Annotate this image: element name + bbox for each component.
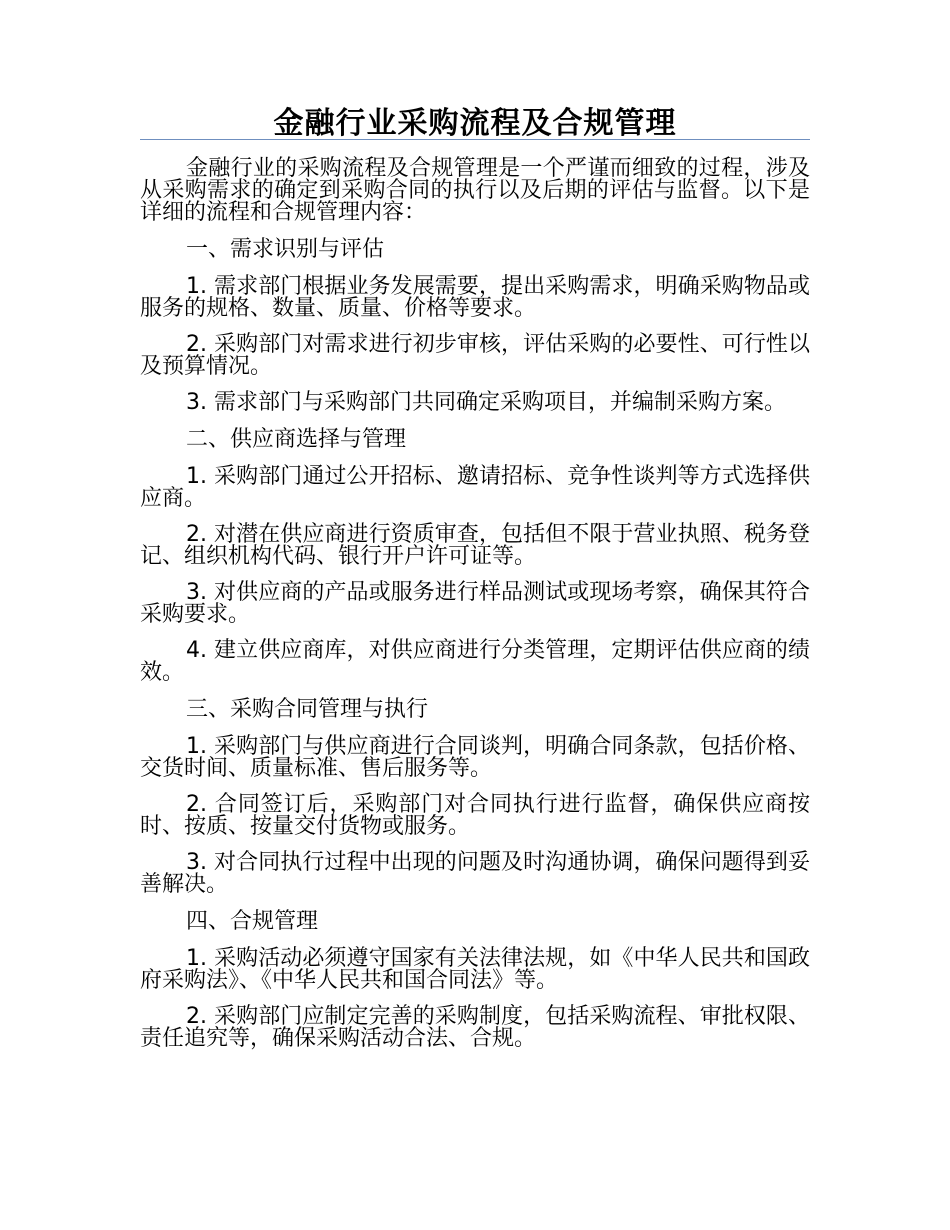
intro-paragraph: 金融行业的采购流程及合规管理是一个严谨而细致的过程，涉及从采购需求的确定到采购合同的执行以及后期的评估与监督。以下是详细的流程和合规管理内容： bbox=[140, 156, 810, 225]
suppliers-item-2: 2. 对潜在供应商进行资质审查，包括但不限于营业执照、税务登记、组织机构代码、银行开户许可证等。 bbox=[140, 522, 810, 569]
contracts-item-1: 1. 采购部门与供应商进行合同谈判，明确合同条款，包括价格、交货时间、质量标准、售后服务等。 bbox=[140, 734, 810, 781]
suppliers-item-4: 4. 建立供应商库，对供应商进行分类管理，定期评估供应商的绩效。 bbox=[140, 638, 810, 685]
contracts-item-3: 3. 对合同执行过程中出现的问题及时沟通协调，确保问题得到妥善解决。 bbox=[140, 850, 810, 897]
requirements-item-3: 3. 需求部门与采购部门共同确定采购项目，并编制采购方案。 bbox=[186, 390, 786, 415]
section-heading-suppliers: 二、供应商选择与管理 bbox=[186, 427, 407, 452]
suppliers-item-1: 1. 采购部门通过公开招标、邀请招标、竞争性谈判等方式选择供应商。 bbox=[140, 464, 810, 511]
contracts-item-2: 2. 合同签订后，采购部门对合同执行进行监督，确保供应商按时、按质、按量交付货物或服务。 bbox=[140, 792, 810, 839]
suppliers-item-3: 3. 对供应商的产品或服务进行样品测试或现场考察，确保其符合采购要求。 bbox=[140, 580, 810, 627]
compliance-item-2: 2. 采购部门应制定完善的采购制度，包括采购流程、审批权限、责任追究等，确保采购活动合法、合规。 bbox=[140, 1004, 810, 1051]
document-title: 金融行业采购流程及合规管理 bbox=[273, 106, 677, 141]
requirements-item-1: 1. 需求部门根据业务发展需要，提出采购需求，明确采购物品或服务的规格、数量、质量、价格等要求。 bbox=[140, 274, 810, 321]
section-heading-compliance: 四、合规管理 bbox=[186, 909, 319, 934]
section-heading-contracts: 三、采购合同管理与执行 bbox=[186, 697, 429, 722]
section-heading-requirements: 一、需求识别与评估 bbox=[186, 237, 385, 262]
document-body bbox=[140, 158, 810, 1064]
requirements-item-2: 2. 采购部门对需求进行初步审核，评估采购的必要性、可行性以及预算情况。 bbox=[140, 332, 810, 379]
compliance-item-1: 1. 采购活动必须遵守国家有关法律法规，如《中华人民共和国政府采购法》、《中华人民共和国合同法》等。 bbox=[140, 946, 810, 993]
title-underline bbox=[140, 139, 810, 140]
